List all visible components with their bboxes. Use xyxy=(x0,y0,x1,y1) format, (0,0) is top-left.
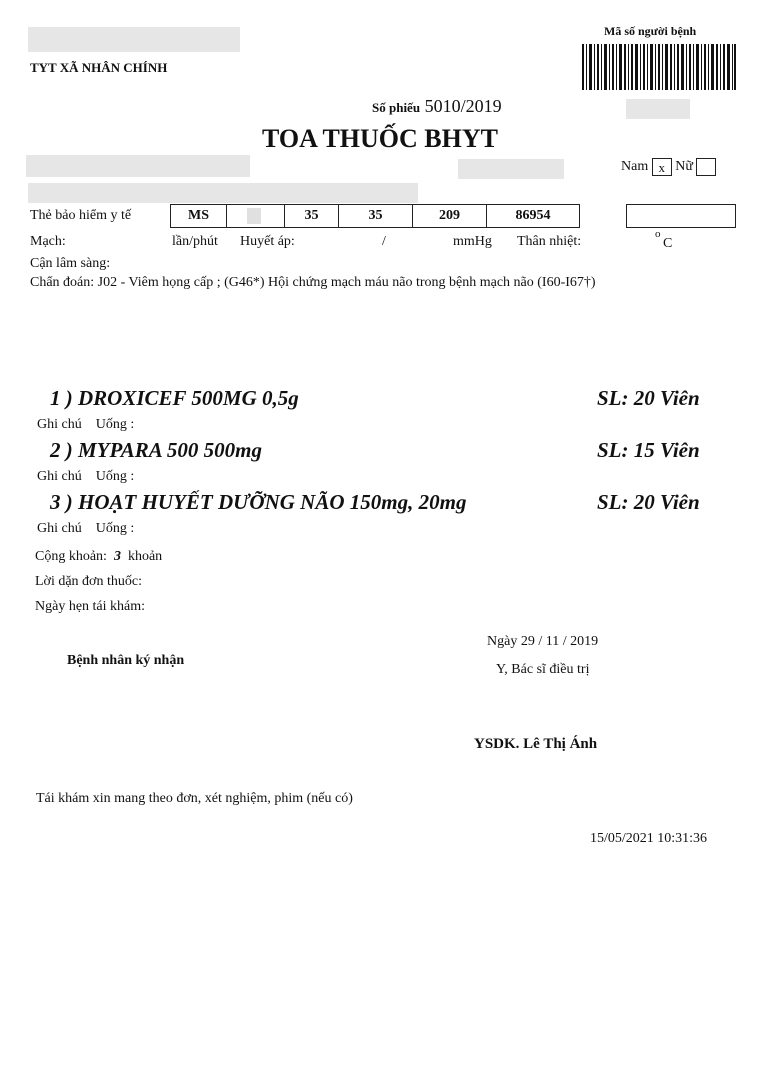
drug-note-label: Ghi chú xyxy=(37,469,82,484)
clinic-name: TYT XÃ NHÂN CHÍNH xyxy=(30,60,168,75)
bp-unit: mmHg xyxy=(453,234,492,249)
drug-item xyxy=(50,438,262,463)
drug-quantity: SL: 20 Viên xyxy=(597,490,700,514)
insurance-cell: 86954 xyxy=(515,208,551,223)
redacted-block xyxy=(28,27,240,52)
gender-female-checkbox xyxy=(696,158,716,176)
temperature-unit-degree: o xyxy=(655,228,661,240)
redacted-block xyxy=(247,208,261,224)
drug-index: 1 ) xyxy=(50,386,73,410)
gender-female-label: Nữ xyxy=(675,159,693,175)
total-items xyxy=(35,549,162,565)
insurance-cell: 35 xyxy=(339,205,413,227)
insurance-number-box xyxy=(170,204,580,228)
drug-name: DROXICEF 500MG 0,5g xyxy=(78,386,299,410)
prescription-number xyxy=(372,96,502,117)
drug-index: 3 ) xyxy=(50,490,73,514)
doctor-name: YSDK. Lê Thị Ánh xyxy=(474,736,598,752)
drug-name: MYPARA 500 500mg xyxy=(78,438,262,462)
temperature-label: Thân nhiệt: xyxy=(517,234,582,249)
prescription-number-label: Số phiếu xyxy=(372,100,421,115)
diagnosis: Chẩn đoán: J02 - Viêm họng cấp ; (G46*) Hội chứng mạch máu não trong bệnh mạch não (I60-I67†) xyxy=(30,275,596,290)
pulse-unit: lần/phút xyxy=(172,234,218,249)
footer-note: Tái khám xin mang theo đơn, xét nghiệm, phim (nếu có) xyxy=(36,791,353,806)
drug-index: 2 ) xyxy=(50,438,73,462)
paraclinical-label: Cận lâm sàng: xyxy=(30,256,111,271)
drug-name: HOẠT HUYẾT DƯỠNG NÃO 150mg, 20mg xyxy=(78,490,467,514)
drug-item xyxy=(50,386,299,411)
redacted-block xyxy=(26,155,250,177)
gender-male-checkbox: x xyxy=(652,158,672,176)
sign-date: Ngày 29 / 11 / 2019 xyxy=(487,634,599,649)
total-items-value: 3 xyxy=(113,549,121,564)
insurance-extra-box xyxy=(626,204,736,228)
drug-usage: Uống : xyxy=(95,469,135,484)
drug-note xyxy=(37,469,134,485)
advice-label: Lời dặn đơn thuốc: xyxy=(35,574,142,589)
doctor-role: Y, Bác sĩ điều trị xyxy=(496,662,590,677)
barcode-icon xyxy=(582,44,736,90)
bp-label: Huyết áp: xyxy=(240,234,295,249)
insurance-cell: 209 xyxy=(413,205,487,227)
insurance-cell: 35 xyxy=(285,205,339,227)
printed-timestamp: 15/05/2021 10:31:36 xyxy=(590,831,708,846)
total-items-unit: khoản xyxy=(127,549,163,564)
pulse-label: Mạch: xyxy=(30,234,66,249)
insurance-cell xyxy=(227,205,285,227)
redacted-block xyxy=(626,99,690,119)
gender-male-label: Nam xyxy=(621,159,649,175)
drug-note-label: Ghi chú xyxy=(37,521,82,536)
followup-label: Ngày hẹn tái khám: xyxy=(35,599,146,614)
drug-item xyxy=(50,490,466,515)
insurance-cell: MS xyxy=(171,205,227,227)
page-title: TOA THUỐC BHYT xyxy=(262,124,498,153)
total-items-label: Cộng khoản: xyxy=(35,549,107,564)
insurance-label: Thẻ bảo hiểm y tế xyxy=(30,208,132,223)
drug-note xyxy=(37,521,134,537)
drug-note-label: Ghi chú xyxy=(37,417,82,432)
patient-id-label: Mã số người bệnh xyxy=(604,24,697,38)
redacted-block xyxy=(458,159,564,179)
prescription-number-value: 5010/2019 xyxy=(424,96,502,116)
drug-usage: Uống : xyxy=(95,417,135,432)
drug-quantity: SL: 15 Viên xyxy=(597,438,700,462)
redacted-block xyxy=(28,183,418,203)
drug-quantity: SL: 20 Viên xyxy=(597,386,700,410)
temperature-unit-c: C xyxy=(663,236,673,251)
patient-signature-label: Bệnh nhân ký nhận xyxy=(67,653,185,668)
drug-note xyxy=(37,417,134,433)
gender-field xyxy=(621,158,716,176)
drug-usage: Uống : xyxy=(95,521,135,536)
bp-separator: / xyxy=(382,234,386,249)
